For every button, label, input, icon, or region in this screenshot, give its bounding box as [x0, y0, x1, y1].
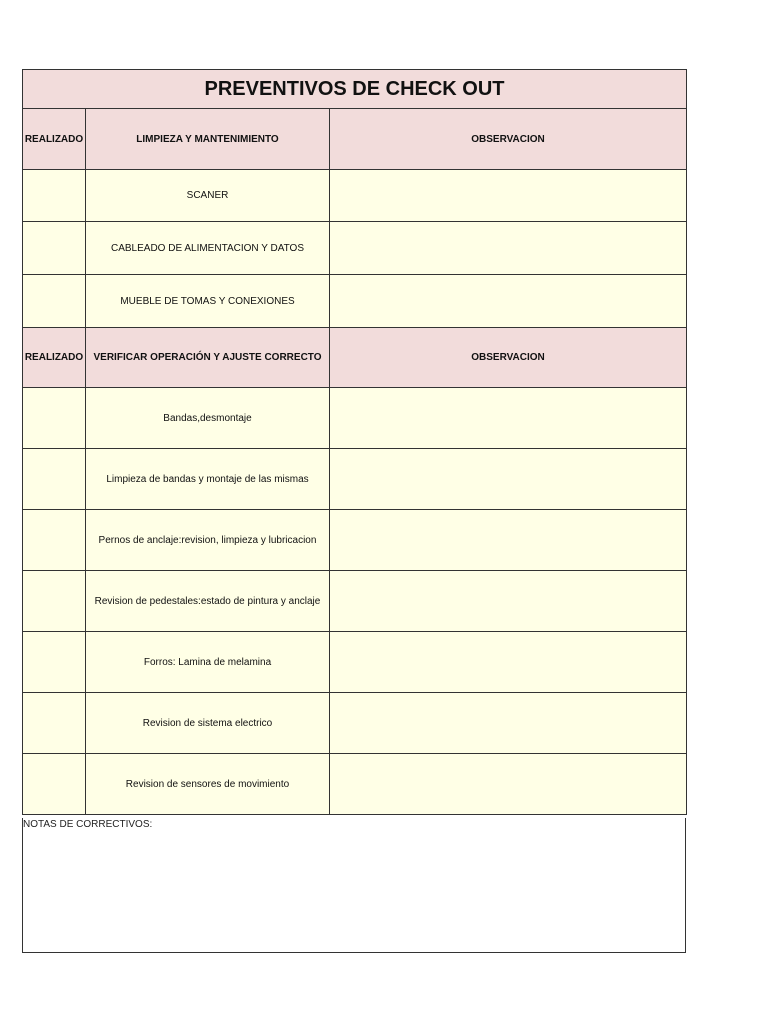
done-cell[interactable] [23, 510, 86, 571]
observation-cell[interactable] [330, 571, 687, 632]
done-cell[interactable] [23, 449, 86, 510]
table-row [23, 222, 687, 275]
table-row [23, 693, 687, 754]
header-task: LIMPIEZA Y MANTENIMIENTO [86, 109, 330, 170]
table-row [23, 449, 687, 510]
done-cell[interactable] [23, 388, 86, 449]
table-row [23, 510, 687, 571]
header-observacion: OBSERVACION [330, 328, 687, 388]
section-header-cleaning [23, 109, 687, 170]
observation-cell[interactable] [330, 510, 687, 571]
table-row [23, 632, 687, 693]
table-row [23, 170, 687, 222]
task-cell: Revision de sensores de movimiento [86, 754, 330, 815]
header-task: VERIFICAR OPERACIÓN Y AJUSTE CORRECTO [86, 328, 330, 388]
header-realizado: REALIZADO [23, 109, 86, 170]
header-observacion: OBSERVACION [330, 109, 687, 170]
task-cell: Bandas,desmontaje [86, 388, 330, 449]
done-cell[interactable] [23, 754, 86, 815]
task-cell: Limpieza de bandas y montaje de las mismas [86, 449, 330, 510]
task-cell: CABLEADO DE ALIMENTACION Y DATOS [86, 222, 330, 275]
done-cell[interactable] [23, 693, 86, 754]
done-cell[interactable] [23, 275, 86, 328]
observation-cell[interactable] [330, 449, 687, 510]
observation-cell[interactable] [330, 754, 687, 815]
observation-cell[interactable] [330, 222, 687, 275]
checklist-table [22, 69, 687, 815]
table-row [23, 754, 687, 815]
task-cell: Pernos de anclaje:revision, limpieza y lubricacion [86, 510, 330, 571]
observation-cell[interactable] [330, 632, 687, 693]
table-row [23, 275, 687, 328]
observation-cell[interactable] [330, 693, 687, 754]
observation-cell[interactable] [330, 388, 687, 449]
task-cell: Forros: Lamina de melamina [86, 632, 330, 693]
done-cell[interactable] [23, 571, 86, 632]
table-row [23, 388, 687, 449]
observation-cell[interactable] [330, 275, 687, 328]
page-title: PREVENTIVOS DE CHECK OUT [23, 70, 687, 109]
table-row [23, 571, 687, 632]
notes-label: NOTAS DE CORRECTIVOS: [23, 819, 153, 830]
done-cell[interactable] [23, 222, 86, 275]
notes-area[interactable] [22, 818, 686, 953]
task-cell: SCANER [86, 170, 330, 222]
header-realizado: REALIZADO [23, 328, 86, 388]
section-header-verify [23, 328, 687, 388]
task-cell: Revision de pedestales:estado de pintura y anclaje [86, 571, 330, 632]
observation-cell[interactable] [330, 170, 687, 222]
task-cell: Revision de sistema electrico [86, 693, 330, 754]
task-cell: MUEBLE DE TOMAS Y CONEXIONES [86, 275, 330, 328]
done-cell[interactable] [23, 632, 86, 693]
done-cell[interactable] [23, 170, 86, 222]
